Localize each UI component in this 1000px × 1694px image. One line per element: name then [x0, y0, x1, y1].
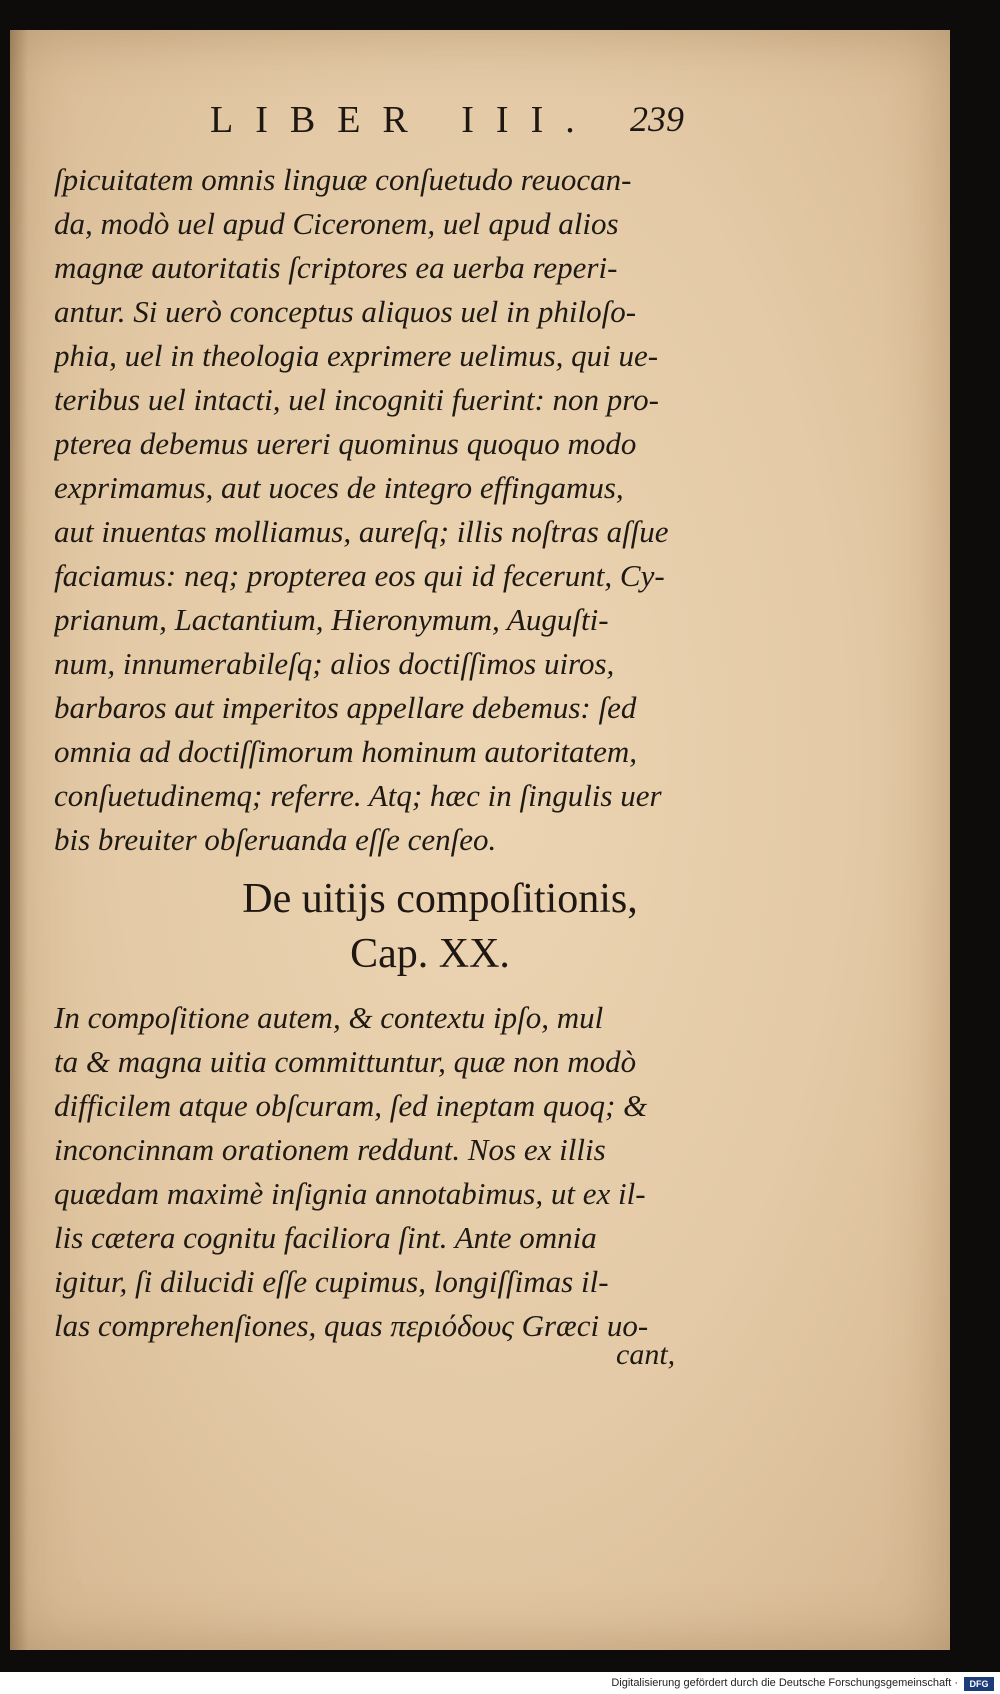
text-line: faciamus: neq; propterea eos qui id fecerunt, Cy-: [54, 558, 665, 593]
running-head: [10, 98, 950, 158]
text-line: exprimamus, aut uoces de integro effingamus,: [54, 470, 624, 505]
text-line: phia, uel in theologia exprimere uelimus, qui ue-: [54, 338, 659, 373]
text-line: bis breuiter obſeruanda eſſe cenſeo.: [54, 822, 497, 857]
text-line: magnæ autoritatis ſcriptores ea uerba reperi-: [54, 250, 618, 285]
dfg-logo: DFG: [964, 1677, 994, 1691]
text-line: ta & magna uitia committuntur, quæ non modò: [54, 1044, 637, 1079]
text-line: pterea debemus uereri quominus quoquo modo: [54, 426, 637, 461]
text-line: inconcinnam orationem reddunt. Nos ex illis: [54, 1132, 606, 1167]
text-line: aut inuentas molliamus, aureſq; illis noſtras aſſue: [54, 514, 669, 549]
text-line: barbaros aut imperitos appellare debemus: ſed: [54, 690, 637, 725]
text-line: las comprehenſiones, quas περιόδους Græci uo-: [54, 1308, 649, 1343]
text-line: lis cætera cognitu faciliora ſint. Ante omnia: [54, 1220, 597, 1255]
text-line: quædam maximè inſignia annotabimus, ut ex il-: [54, 1176, 646, 1211]
chapter-heading: De uitijs compoſitionis,: [242, 876, 638, 922]
book-page: [10, 30, 950, 1650]
text-line: omnia ad doctiſſimorum hominum autoritatem,: [54, 734, 637, 769]
chapter-number: Cap. XX.: [350, 931, 510, 977]
running-title: LIBER III.: [210, 99, 597, 141]
body-text-block: [54, 158, 704, 862]
text-line: teribus uel intacti, uel incogniti fuerint: non pro-: [54, 382, 659, 417]
page-number: 239: [630, 99, 684, 139]
text-line: da, modò uel apud Ciceronem, uel apud alios: [54, 206, 619, 241]
text-line: ſpicuitatem omnis linguæ conſuetudo reuocan-: [54, 162, 632, 197]
text-line: In compoſitione autem, & contextu ipſo, mul: [54, 1000, 604, 1035]
text-line: igitur, ſi dilucidi eſſe cupimus, longiſſimas il-: [54, 1264, 609, 1299]
text-line: difficilem atque obſcuram, ſed ineptam quoq; &: [54, 1088, 648, 1123]
text-line: prianum, Lactantium, Hieronymum, Auguſti-: [54, 602, 609, 637]
text-line: num, innumerabileſq; alios doctiſſimos uiros,: [54, 646, 615, 681]
body-text-block-2: [54, 996, 704, 1348]
digitization-credit: Digitalisierung gefördert durch die Deutsche Forschungsgemeinschaft ·: [611, 1677, 958, 1689]
text-line: conſuetudinemq; referre. Atq; hæc in ſingulis uer: [54, 778, 662, 813]
text-line: antur. Si uerò conceptus aliquos uel in philoſo-: [54, 294, 637, 329]
catchword: cant,: [616, 1338, 676, 1371]
